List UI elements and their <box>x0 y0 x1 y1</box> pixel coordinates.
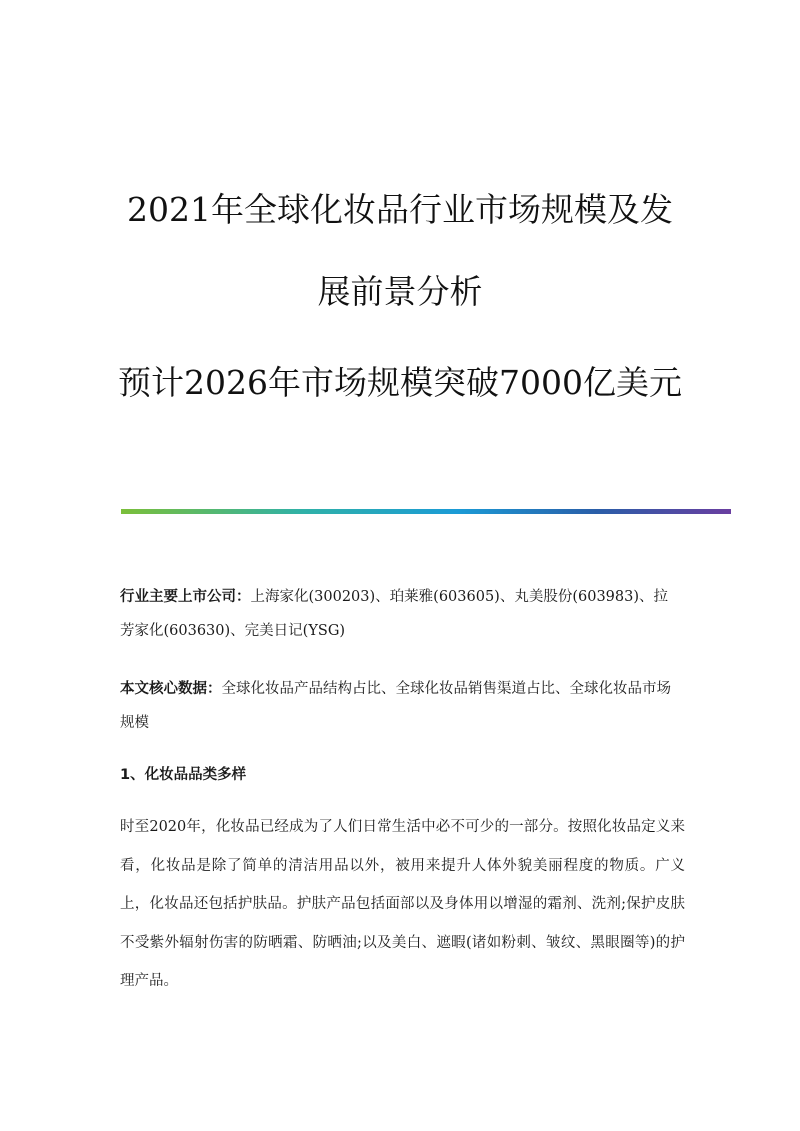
core-data-label: 本文核心数据： <box>120 681 222 697</box>
core-data-text: 全球化妆品产品结构占比、全球化妆品销售渠道占比、全球化妆品市场规模 <box>120 681 671 731</box>
report-title-line-1: 2021年全球化妆品行业市场规模及发 <box>127 190 673 229</box>
listed-companies-text: 上海家化(300203)、珀莱雅(603605)、丸美股份(603983)、拉芳家化(603630)、完美日记(YSG) <box>120 589 668 639</box>
listed-companies-paragraph <box>120 580 680 648</box>
report-title-line-2: 展前景分析 <box>317 272 483 311</box>
body-paragraph: 时至2020年，化妆品已经成为了人们日常生活中必不可少的一部分。按照化妆品定义来看，化妆品是除了简单的清洁用品以外，被用来提升人体外貌美丽程度的物质。广义上，化妆品还包括护肤品。护肤产品包括面部以及身体用以增湿的霜剂、洗剂;保护皮肤不受紫外辐射伤害的防晒霜、防晒油;以及美白、遮暇(诸如粉刺、皱纹、黑眼圈等)的护理产品。 <box>120 819 685 989</box>
gradient-divider <box>121 509 731 514</box>
core-data-paragraph <box>120 672 680 740</box>
listed-companies-label: 行业主要上市公司： <box>120 589 251 605</box>
section-heading: 1、化妆品品类多样 <box>120 767 247 783</box>
report-subtitle: 预计2026年市场规模突破7000亿美元 <box>118 363 682 402</box>
